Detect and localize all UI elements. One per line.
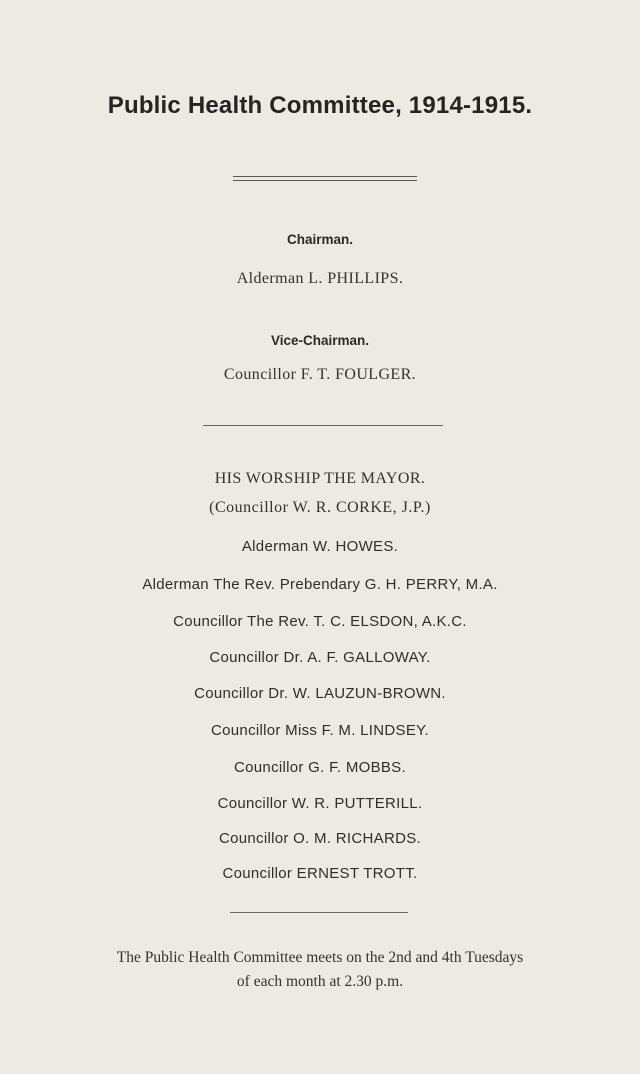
member-list-item: Councillor Miss F. M. LINDSEY.: [211, 722, 429, 739]
member-mayor-detail: (Councillor W. R. CORKE, J.P.): [209, 499, 431, 516]
member-list-item: Councillor W. R. PUTTERILL.: [217, 795, 423, 812]
chairman-heading: Chairman.: [286, 232, 354, 247]
member-list-item: Councillor Dr. A. F. GALLOWAY.: [209, 649, 431, 666]
page-title: Public Health Committee, 1914-1915.: [107, 92, 533, 119]
title-divider: [233, 176, 417, 181]
vice-chairman-name: Councillor F. T. FOULGER.: [223, 366, 417, 383]
member-mayor: HIS WORSHIP THE MAYOR.: [214, 470, 426, 487]
member-list-item: Councillor ERNEST TROTT.: [222, 865, 418, 882]
member-list-item: Alderman The Rev. Prebendary G. H. PERRY, M.A.: [142, 576, 498, 593]
chairman-name: Alderman L. PHILLIPS.: [236, 270, 404, 287]
section-divider: [203, 425, 443, 426]
member-list-item: Councillor Dr. W. LAUZUN-BROWN.: [194, 685, 446, 702]
member-list-item: Councillor O. M. RICHARDS.: [218, 830, 421, 847]
meeting-note: [0, 946, 640, 994]
meeting-note-line-1: The Public Health Committee meets on the 2nd and 4th Tuesdays: [116, 949, 524, 966]
member-list-item: Councillor G. F. MOBBS.: [234, 759, 406, 776]
member-list-item: Alderman W. HOWES.: [241, 538, 399, 555]
meeting-note-line-2: of each month at 2.30 p.m.: [236, 973, 404, 990]
member-list-item: Councillor The Rev. T. C. ELSDON, A.K.C.: [173, 613, 467, 630]
footer-divider: [230, 912, 408, 913]
vice-chairman-heading: Vice-Chairman.: [270, 333, 370, 348]
